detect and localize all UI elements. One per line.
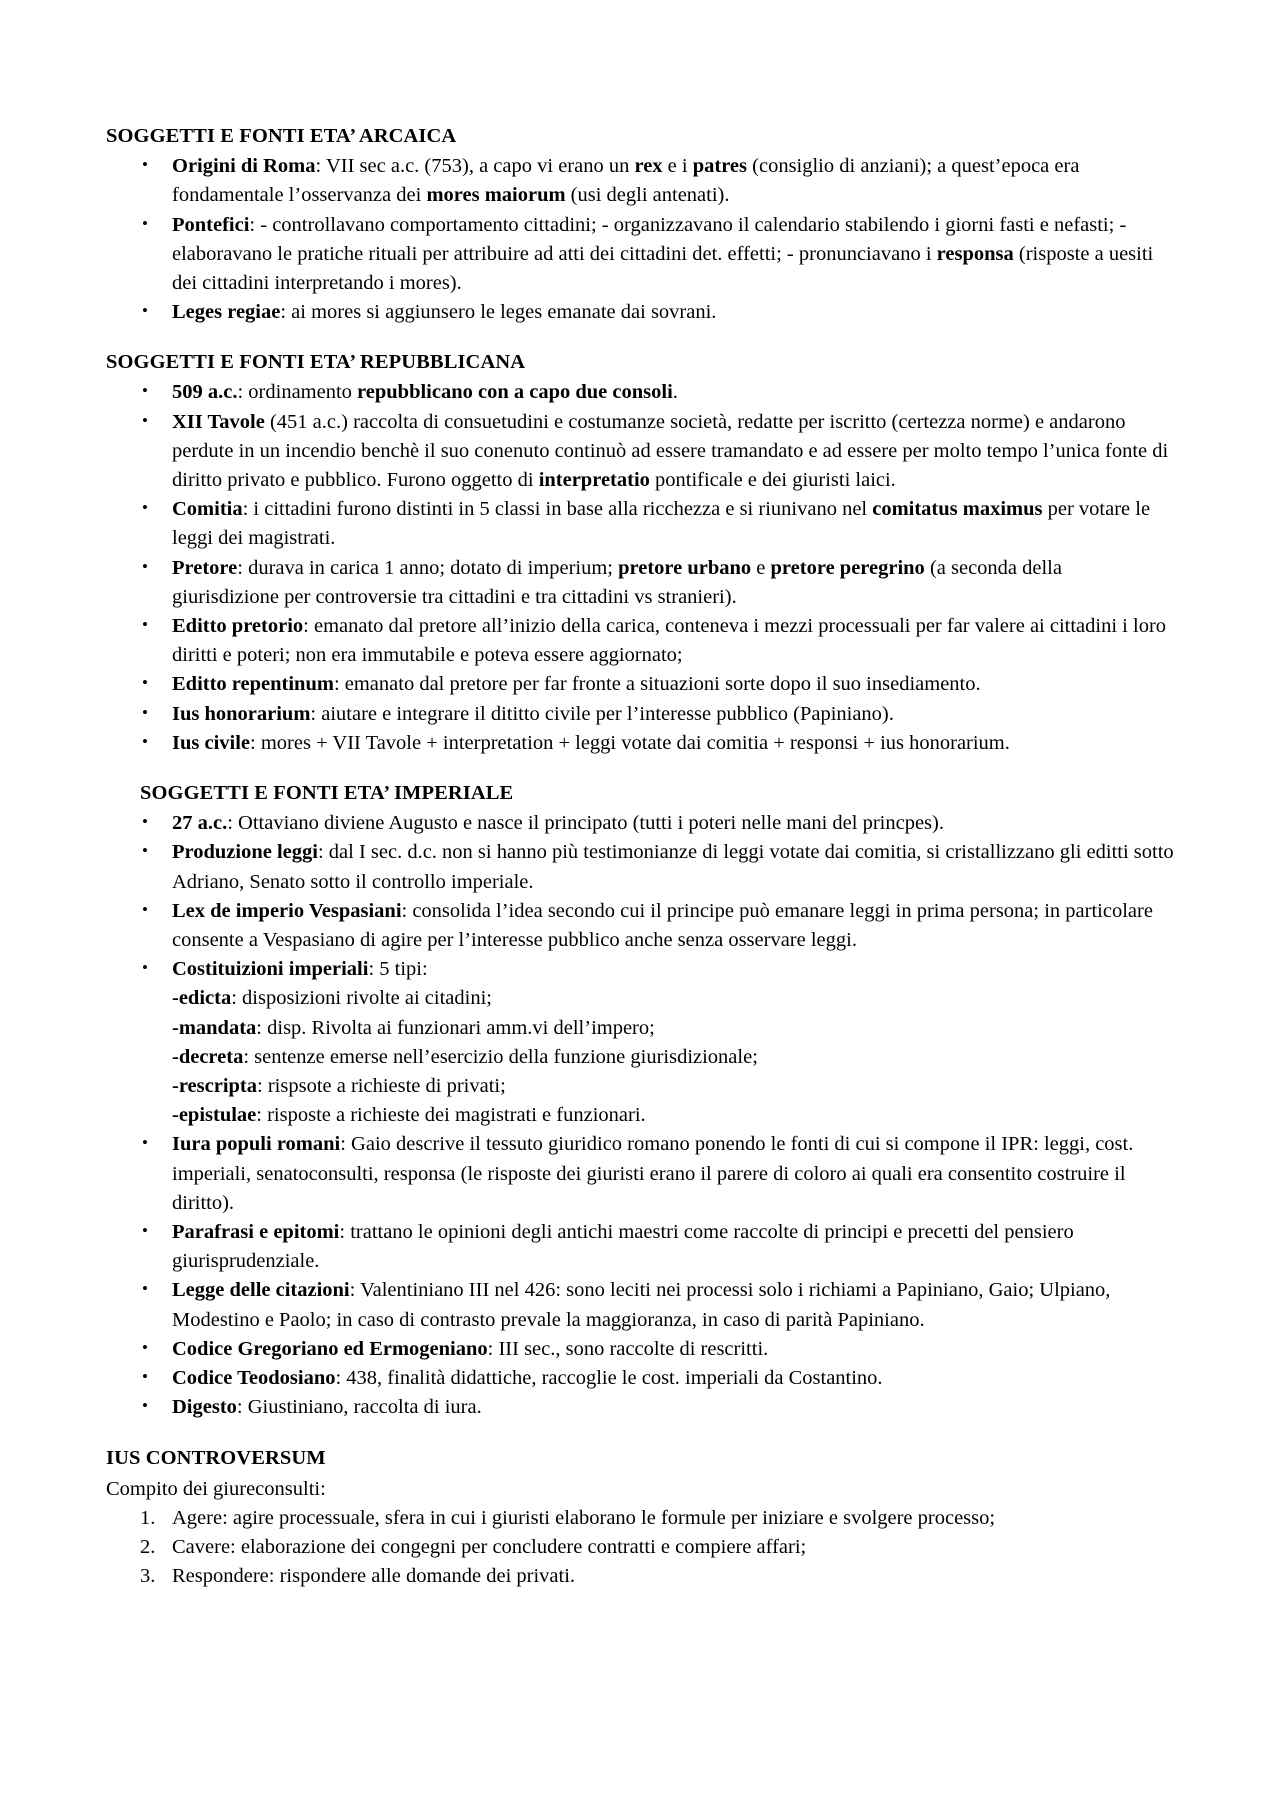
list-item xyxy=(106,700,1174,729)
item-label: Pontefici xyxy=(172,213,250,236)
item-text: : VII sec a.c. (753), a capo vi erano un rex e i patres (consiglio di anziani); a quest’epoca era fondamentale l’osservanza dei mores maiorum (usi degli antenati). xyxy=(172,155,1080,207)
item-label: Ius civile xyxy=(172,731,251,754)
list-item xyxy=(106,670,1174,699)
item-text: : 438, finalità didattiche, raccoglie le cost. imperiali da Costantino. xyxy=(335,1367,883,1390)
item-text: : 5 tipi: -edicta: disposizioni rivolte ai citadini; -mandata: disp. Rivolta ai funzionari amm.vi dell’impero; -decreta: sentenze emerse nell’esercizio della funzione giurisdizionale; -rescripta: rispsote a richieste di privati; -epistulae: risposte a richieste dei magistrati e funzionari. xyxy=(172,958,758,1127)
list-item xyxy=(106,955,1174,1130)
intro-line: Compito dei giureconsulti: xyxy=(106,1477,326,1500)
bullet-list-arcaica xyxy=(106,152,1174,327)
bullet-list-repubblicana xyxy=(106,378,1174,758)
list-item xyxy=(106,809,1174,838)
item-text: : ai mores si aggiunsero le leges emanate dai sovrani. xyxy=(280,301,717,324)
section-heading: SOGGETTI E FONTI ETA’ REPUBBLICANA xyxy=(106,351,526,374)
item-text: (451 a.c.) raccolta di consuetudini e costumanze società, redatte per iscritto (certezza norme) e andarono perdute in un incendio benchè il suo conenuto continuò ad essere tramandato e ad essere per molto tempo l’unica fonte di diritto privato e pubblico. Furono oggetto di interpretatio pontificale e dei giuristi laici. xyxy=(172,410,1169,492)
bullet-list-imperiale xyxy=(106,809,1174,1422)
item-label: 509 a.c. xyxy=(172,381,238,404)
list-item xyxy=(106,612,1174,670)
item-label: Digesto xyxy=(172,1396,237,1419)
section-heading: IUS CONTROVERSUM xyxy=(106,1447,326,1470)
list-item: Cavere: elaborazione dei congegni per concludere contratti e compiere affari; xyxy=(172,1535,807,1558)
item-text: : dal I sec. d.c. non si hanno più testimonianze di leggi votate dai comitia, si cristallizzano gli editti sotto Adriano, Senato sotto il controllo imperiale. xyxy=(172,841,1174,893)
list-item xyxy=(106,1130,1174,1218)
item-label: Legge delle citazioni xyxy=(172,1279,350,1302)
list-item xyxy=(106,495,1174,553)
item-label: Parafrasi e epitomi xyxy=(172,1221,340,1244)
item-label: Origini di Roma xyxy=(172,155,316,178)
item-text: : emanato dal pretore all’inizio della carica, conteneva i mezzi processuali per far valere ai cittadini i loro diritti e poteri; non era immutabile e poteva essere aggiornato; xyxy=(172,615,1167,667)
list-item xyxy=(106,897,1174,955)
item-text: : emanato dal pretore per far fronte a situazioni sorte dopo il suo insediamento. xyxy=(333,673,981,696)
item-label: Codice Teodosiano xyxy=(172,1367,336,1390)
list-item xyxy=(106,1218,1174,1276)
item-label: Ius honorarium xyxy=(172,702,311,725)
list-item xyxy=(106,554,1174,612)
item-label: Iura populi romani xyxy=(172,1133,341,1156)
list-item xyxy=(106,729,1174,758)
section-ius-controversum xyxy=(106,1444,1174,1591)
item-label: Leges regiae xyxy=(172,301,281,324)
item-label: Comitia xyxy=(172,498,243,521)
section-imperiale xyxy=(106,779,1174,1422)
list-item xyxy=(106,1335,1174,1364)
list-item xyxy=(106,152,1174,210)
item-text: : aiutare e integrare il dititto civile per l’interesse pubblico (Papiniano). xyxy=(310,702,894,725)
item-label: XII Tavole xyxy=(172,410,265,433)
item-text: : III sec., sono raccolte di rescritti. xyxy=(487,1337,769,1360)
item-label: Editto pretorio xyxy=(172,615,304,638)
item-text: : mores + VII Tavole + interpretation + leggi votate dai comitia + responsi + ius honorarium. xyxy=(250,731,1010,754)
item-text: : Gaio descrive il tessuto giuridico romano ponendo le fonti di cui si compone il IPR: leggi, cost. imperiali, senatoconsulti, responsa (le risposte dei giuristi erano il parere di coloro ai quali era consentito costruire il diritto). xyxy=(172,1133,1134,1214)
item-text: : Giustiniano, raccolta di iura. xyxy=(236,1396,482,1419)
item-label: Codice Gregoriano ed Ermogeniano xyxy=(172,1337,488,1360)
item-text: : - controllavano comportamento cittadini; - organizzavano il calendario stabilendo i giorni fasti e nefasti; - elaboravano le pratiche rituali per attribuire ad atti dei cittadini det. effetti; - pronunciavano i responsa (risposte a uesiti dei cittadini interpretando i mores). xyxy=(172,213,1154,294)
list-item xyxy=(106,211,1174,299)
numbered-list xyxy=(106,1504,1174,1592)
section-spacer xyxy=(106,758,1174,779)
list-item: Agere: agire processuale, sfera in cui i giuristi elaborano le formule per iniziare e svolgere processo; xyxy=(172,1506,996,1529)
item-label: Lex de imperio Vespasiani xyxy=(172,899,402,922)
item-text: : Valentiniano III nel 426: sono leciti nei processi solo i richiami a Papiniano, Gaio; Ulpiano, Modestino e Paolo; in caso di contrasto prevale la maggioranza, in caso di parità Papiniano. xyxy=(172,1279,1111,1331)
item-text: : consolida l’idea secondo cui il principe può emanare leggi in prima persona; in particolare consente a Vespasiano di agire per l’interesse pubblico anche senza osservare leggi. xyxy=(172,899,1153,951)
section-repubblicana xyxy=(106,348,1174,758)
section-spacer xyxy=(106,1422,1174,1444)
item-text: : ordinamento repubblicano con a capo due consoli. xyxy=(237,381,678,404)
list-item xyxy=(106,838,1174,896)
item-label: Pretore xyxy=(172,556,238,579)
list-item xyxy=(106,1364,1174,1393)
list-item xyxy=(106,298,1174,327)
section-heading: SOGGETTI E FONTI ETA’ ARCAICA xyxy=(106,125,457,147)
item-text: : durava in carica 1 anno; dotato di imperium; pretore urbano e pretore peregrino (a seconda della giurisdizione per controversie tra cittadini e tra cittadini vs stranieri). xyxy=(172,556,1062,608)
list-item xyxy=(106,1276,1174,1334)
item-text: : i cittadini furono distinti in 5 classi in base alla ricchezza e si riunivano nel comitatus maximus per votare le leggi dei magistrati. xyxy=(172,498,1151,550)
list-item xyxy=(106,378,1174,407)
item-label: Costituizioni imperiali xyxy=(172,958,369,981)
section-spacer xyxy=(106,327,1174,348)
section-heading: SOGGETTI E FONTI ETA’ IMPERIALE xyxy=(140,782,514,805)
item-text: : Ottaviano diviene Augusto e nasce il principato (tutti i poteri nelle mani del princpes). xyxy=(227,812,944,835)
item-label: 27 a.c. xyxy=(172,812,228,835)
list-item xyxy=(106,408,1174,496)
item-label: Produzione leggi xyxy=(172,841,318,864)
section-arcaica xyxy=(106,122,1174,327)
item-label: Editto repentinum xyxy=(172,673,334,696)
item-text: : trattano le opinioni degli antichi maestri come raccolte di principi e precetti del pensiero giurisprudenziale. xyxy=(172,1221,1074,1273)
list-item xyxy=(106,1393,1174,1422)
list-item: Respondere: rispondere alle domande dei privati. xyxy=(172,1565,576,1588)
